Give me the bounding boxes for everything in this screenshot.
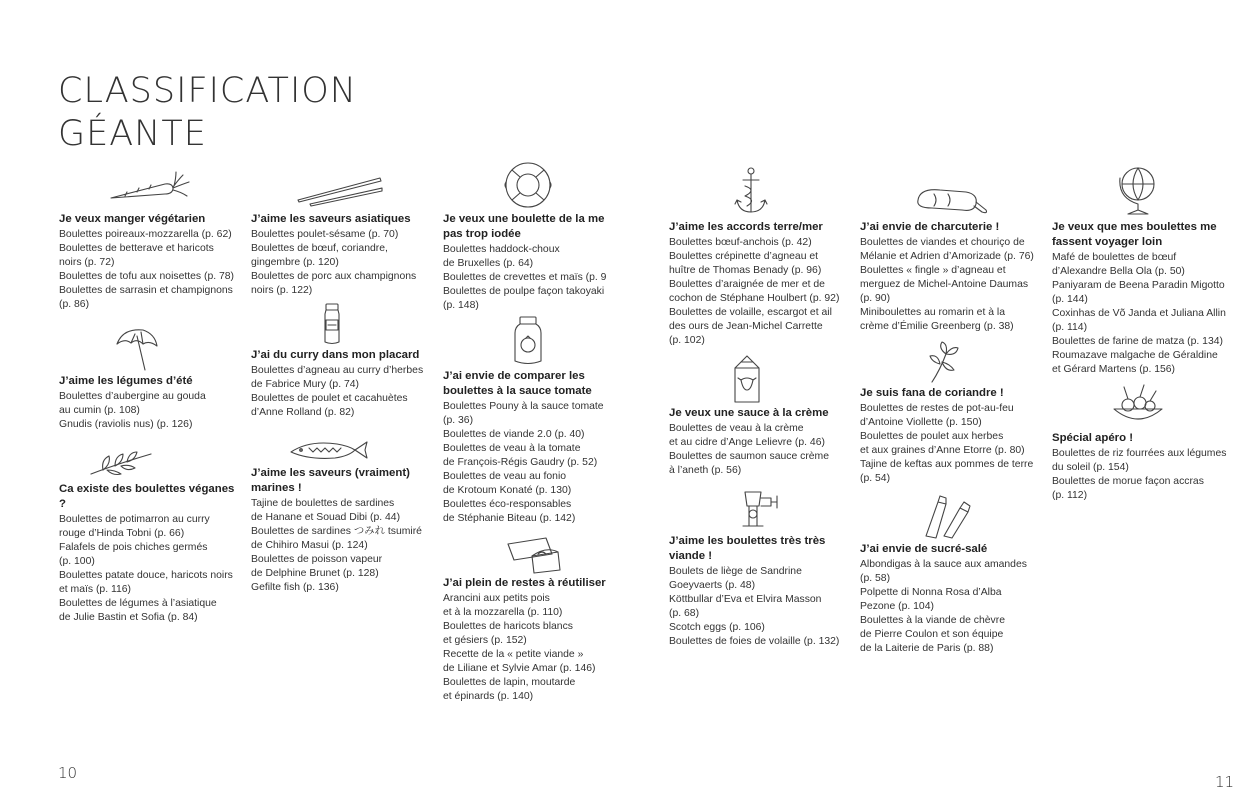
section-title: Je veux que mes boulettes me fassent voyager loin: [1052, 221, 1217, 248]
list-item: Boulettes bœuf-anchois (p. 42): [669, 237, 812, 248]
fish-icon: [251, 436, 429, 464]
list-item: merguez de Michel-Antoine Daumas: [860, 279, 1029, 290]
list-item: et gésiers (p. 152): [443, 635, 527, 646]
list-item: (p. 68): [669, 608, 700, 619]
list-item: de Chihiro Masui (p. 124): [251, 540, 368, 551]
list-item: de Fabrice Mury (p. 74): [251, 379, 359, 390]
list-item: Boulettes poulet-sésame (p. 70): [251, 229, 399, 240]
list-item: (p. 112): [1052, 490, 1088, 501]
section-title: Je veux une sauce à la crème: [669, 407, 829, 419]
list-item: de Hanane et Souad Dibi (p. 44): [251, 512, 401, 523]
list-item: à l’aneth (p. 56): [669, 465, 742, 476]
section-title: J’ai du curry dans mon placard: [251, 349, 420, 361]
list-item: Boulettes de saumon sauce crème: [669, 451, 829, 462]
column-3: [443, 160, 613, 704]
list-item: Pezone (p. 104): [860, 601, 934, 612]
list-item: Polpette di Nonna Rosa d’Alba: [860, 587, 1002, 598]
list-item: d’Anne Rolland (p. 82): [251, 407, 355, 418]
list-item: Boulettes d’agneau au curry d’herbes: [251, 365, 424, 376]
tomato-jar-icon: [443, 315, 613, 367]
list-item: et aux graines d’Anne Etorre (p. 80): [860, 445, 1025, 456]
list-item: de Delphine Brunet (p. 128): [251, 568, 379, 579]
list-item: Boulettes de poulpe façon takoyaki: [443, 286, 605, 297]
section-title: Je veux manger végétarien: [59, 213, 206, 225]
list-item: Boulettes d’aubergine au gouda: [59, 391, 206, 402]
list-item: Boulettes de haricots blancs: [443, 621, 573, 632]
list-item: (p. 36): [443, 415, 474, 426]
globe-icon: [1052, 164, 1230, 218]
list-item: (p. 114): [1052, 322, 1088, 333]
section-asian: [251, 170, 429, 298]
title-line-1: CLASSIFICATION: [58, 71, 357, 111]
list-item: Albondigas à la sauce aux amandes: [860, 559, 1027, 570]
spice-jar-icon: [251, 302, 429, 346]
meat-grinder-icon: [669, 484, 847, 532]
section-title: Je suis fana de coriandre !: [860, 387, 1004, 399]
list-item: Boulettes de viandes et chouriço de: [860, 237, 1025, 248]
list-item: Boulettes de viande 2.0 (p. 40): [443, 429, 585, 440]
list-item: d’Antoine Viollette (p. 150): [860, 417, 982, 428]
list-item: de Liliane et Sylvie Amar (p. 146): [443, 663, 596, 674]
list-item: Boulettes de tofu aux noisettes (p. 78): [59, 271, 235, 282]
list-item: Boulettes de riz fourrées aux légumes: [1052, 448, 1227, 459]
list-item: Boulettes de poulet et cacahuètes: [251, 393, 408, 404]
list-item: de Julie Bastin et Sofia (p. 84): [59, 612, 198, 623]
beach-umbrella-icon: [59, 324, 237, 372]
section-very-meaty: [669, 484, 847, 649]
list-item: et maïs (p. 116): [59, 584, 131, 595]
list-item: de la Laiterie de Paris (p. 88): [860, 643, 994, 654]
list-item: Boulettes de veau à la tomate: [443, 443, 581, 454]
sausage-icon: [860, 180, 1038, 218]
list-item: Gefilte fish (p. 136): [251, 582, 339, 593]
page-number-left: 10: [58, 764, 78, 782]
list-item: et Gérard Martens (p. 156): [1052, 364, 1176, 375]
list-item: cochon de Stéphane Houlbert (p. 92): [669, 293, 840, 304]
list-item: au cumin (p. 108): [59, 405, 140, 416]
list-item: de Pierre Coulon et son équipe: [860, 629, 1004, 640]
olive-branch-icon: [59, 444, 237, 480]
list-item: Boulettes de porc aux champignons: [251, 271, 417, 282]
page-title: [58, 70, 357, 156]
list-item: Mafé de boulettes de bœuf: [1052, 252, 1177, 263]
list-item: rouge d’Hinda Tobni (p. 66): [59, 528, 185, 539]
section-title: J’aime les saveurs (vraiment) marines !: [251, 467, 410, 494]
list-item: Boulettes de potimarron au curry: [59, 514, 210, 525]
section-not-too-iodized: [443, 160, 613, 313]
list-item: Boulettes patate douce, haricots noirs: [59, 570, 233, 581]
column-5: [860, 180, 1038, 656]
list-item: (p. 144): [1052, 294, 1088, 305]
section-travel: [1052, 164, 1230, 377]
anchor-icon: [669, 166, 847, 218]
section-title: Ca existe des boulettes véganes ?: [59, 483, 235, 510]
coriander-icon: [860, 340, 1038, 384]
section-sweet-savory: [860, 492, 1038, 656]
title-line-2: GÉANTE: [58, 114, 207, 154]
list-item: Boulettes de poulet aux herbes: [860, 431, 1004, 442]
list-item: (p. 148): [443, 300, 479, 311]
list-item: noirs (p. 72): [59, 257, 115, 268]
list-item: Boulettes de crevettes et maïs (p. 9: [443, 272, 607, 283]
list-item: et à la mozzarella (p. 110): [443, 607, 563, 618]
section-curry: [251, 302, 429, 420]
list-item: Gnudis (raviolis nus) (p. 126): [59, 419, 193, 430]
list-item: Coxinhas de Võ Janda et Juliana Allin: [1052, 308, 1226, 319]
list-item: des ours de Jean-Michel Carrette: [669, 321, 823, 332]
list-item: Boulettes de farine de matza (p. 134): [1052, 336, 1223, 347]
list-item: (p. 102): [669, 335, 705, 346]
list-item: Arancini aux petits pois: [443, 593, 550, 604]
section-title: J’ai envie de sucré-salé: [860, 543, 988, 555]
list-item: Roumazave malgache de Géraldine: [1052, 350, 1218, 361]
tubes-icon: [860, 492, 1038, 540]
section-aperitif: [1052, 381, 1230, 503]
list-item: Boulettes de volaille, escargot et ail: [669, 307, 832, 318]
list-item: du soleil (p. 154): [1052, 462, 1129, 473]
column-4: [669, 166, 847, 649]
leftovers-box-icon: [443, 534, 613, 574]
page-number-right: 11: [1215, 773, 1235, 791]
list-item: Boulettes haddock-choux: [443, 244, 560, 255]
list-item: Boulettes crépinette d’agneau et: [669, 251, 819, 262]
list-item: noirs (p. 122): [251, 285, 313, 296]
list-item: Boulets de liège de Sandrine: [669, 566, 802, 577]
list-item: Boulettes de veau au fonio: [443, 471, 567, 482]
section-charcuterie: [860, 180, 1038, 334]
section-title: J’aime les boulettes très très viande !: [669, 535, 826, 562]
list-item: Boulettes de sardines つみれ tsumiré: [251, 526, 422, 537]
section-coriander: [860, 340, 1038, 486]
section-vegetarian: [59, 170, 237, 312]
list-item: Miniboulettes au romarin et à la: [860, 307, 1005, 318]
list-item: Goeyvaerts (p. 48): [669, 580, 756, 591]
list-item: gingembre (p. 120): [251, 257, 339, 268]
section-title: J’ai envie de comparer les boulettes à la sauce tomate: [443, 370, 592, 397]
list-item: (p. 86): [59, 299, 90, 310]
list-item: et au cidre d’Ange Lelievre (p. 46): [669, 437, 825, 448]
list-item: Köttbullar d’Eva et Elvira Masson: [669, 594, 822, 605]
list-item: de François-Régis Gaudry (p. 52): [443, 457, 598, 468]
section-title: Spécial apéro !: [1052, 432, 1134, 444]
list-item: Boulettes de légumes à l’asiatique: [59, 598, 217, 609]
list-item: (p. 100): [59, 556, 95, 567]
list-item: (p. 58): [860, 573, 891, 584]
section-title: J’aime les saveurs asiatiques: [251, 213, 411, 225]
list-item: Boulettes de morue façon accras: [1052, 476, 1204, 487]
list-item: Mélanie et Adrien d’Amorizade (p. 76): [860, 251, 1034, 262]
list-item: de Bruxelles (p. 64): [443, 258, 534, 269]
section-land-sea: [669, 166, 847, 348]
list-item: Boulettes « fingle » d’agneau et: [860, 265, 1006, 276]
list-item: (p. 54): [860, 473, 891, 484]
section-cream-sauce: [669, 354, 847, 478]
list-item: huître de Thomas Benady (p. 96): [669, 265, 822, 276]
list-item: d’Alexandre Bella Ola (p. 50): [1052, 266, 1185, 277]
list-item: Tajine de keftas aux pommes de terre: [860, 459, 1034, 470]
list-item: de Stéphanie Biteau (p. 142): [443, 513, 576, 524]
section-summer-vegetables: [59, 324, 237, 432]
lifebuoy-icon: [443, 160, 613, 210]
list-item: et épinards (p. 140): [443, 691, 534, 702]
section-title: J’aime les accords terre/mer: [669, 221, 823, 233]
list-item: crème d’Émilie Greenberg (p. 38): [860, 321, 1014, 332]
column-2: [251, 170, 429, 595]
column-6: [1052, 164, 1230, 503]
list-item: Boulettes de betterave et haricots: [59, 243, 214, 254]
section-leftovers: [443, 534, 613, 704]
section-tomato-sauce: [443, 315, 613, 526]
list-item: Tajine de boulettes de sardines: [251, 498, 395, 509]
section-title: Je veux une boulette de la me pas trop iodée: [443, 213, 605, 240]
section-title: J’ai plein de restes à réutiliser: [443, 577, 606, 589]
list-item: Paniyaram de Beena Paradin Migotto: [1052, 280, 1225, 291]
list-item: de Krotoum Konaté (p. 130): [443, 485, 572, 496]
list-item: Boulettes d’araignée de mer et de: [669, 279, 825, 290]
section-marine: [251, 436, 429, 595]
list-item: Scotch eggs (p. 106): [669, 622, 765, 633]
list-item: (p. 90): [860, 293, 891, 304]
list-item: Boulettes à la viande de chèvre: [860, 615, 1005, 626]
list-item: Boulettes de sarrasin et champignons: [59, 285, 233, 296]
carrot-icon: [59, 170, 237, 210]
section-vegan: [59, 444, 237, 625]
list-item: Boulettes de restes de pot-au-feu: [860, 403, 1014, 414]
section-title: J’ai envie de charcuterie !: [860, 221, 1000, 233]
list-item: Boulettes éco-responsables: [443, 499, 572, 510]
list-item: Boulettes poireaux-mozzarella (p. 62): [59, 229, 232, 240]
list-item: Boulettes de poisson vapeur: [251, 554, 383, 565]
list-item: Boulettes Pouny à la sauce tomate: [443, 401, 604, 412]
list-item: Falafels de pois chiches germés: [59, 542, 208, 553]
list-item: Boulettes de bœuf, coriandre,: [251, 243, 388, 254]
list-item: Boulettes de veau à la crème: [669, 423, 804, 434]
list-item: Boulettes de lapin, moutarde: [443, 677, 576, 688]
section-title: J’aime les légumes d’été: [59, 375, 193, 387]
list-item: Boulettes de foies de volaille (p. 132): [669, 636, 840, 647]
list-item: Recette de la « petite viande »: [443, 649, 584, 660]
milk-carton-icon: [669, 354, 847, 404]
chopsticks-icon: [251, 170, 429, 210]
aperitif-bowl-icon: [1052, 381, 1230, 429]
column-1: [59, 170, 237, 625]
